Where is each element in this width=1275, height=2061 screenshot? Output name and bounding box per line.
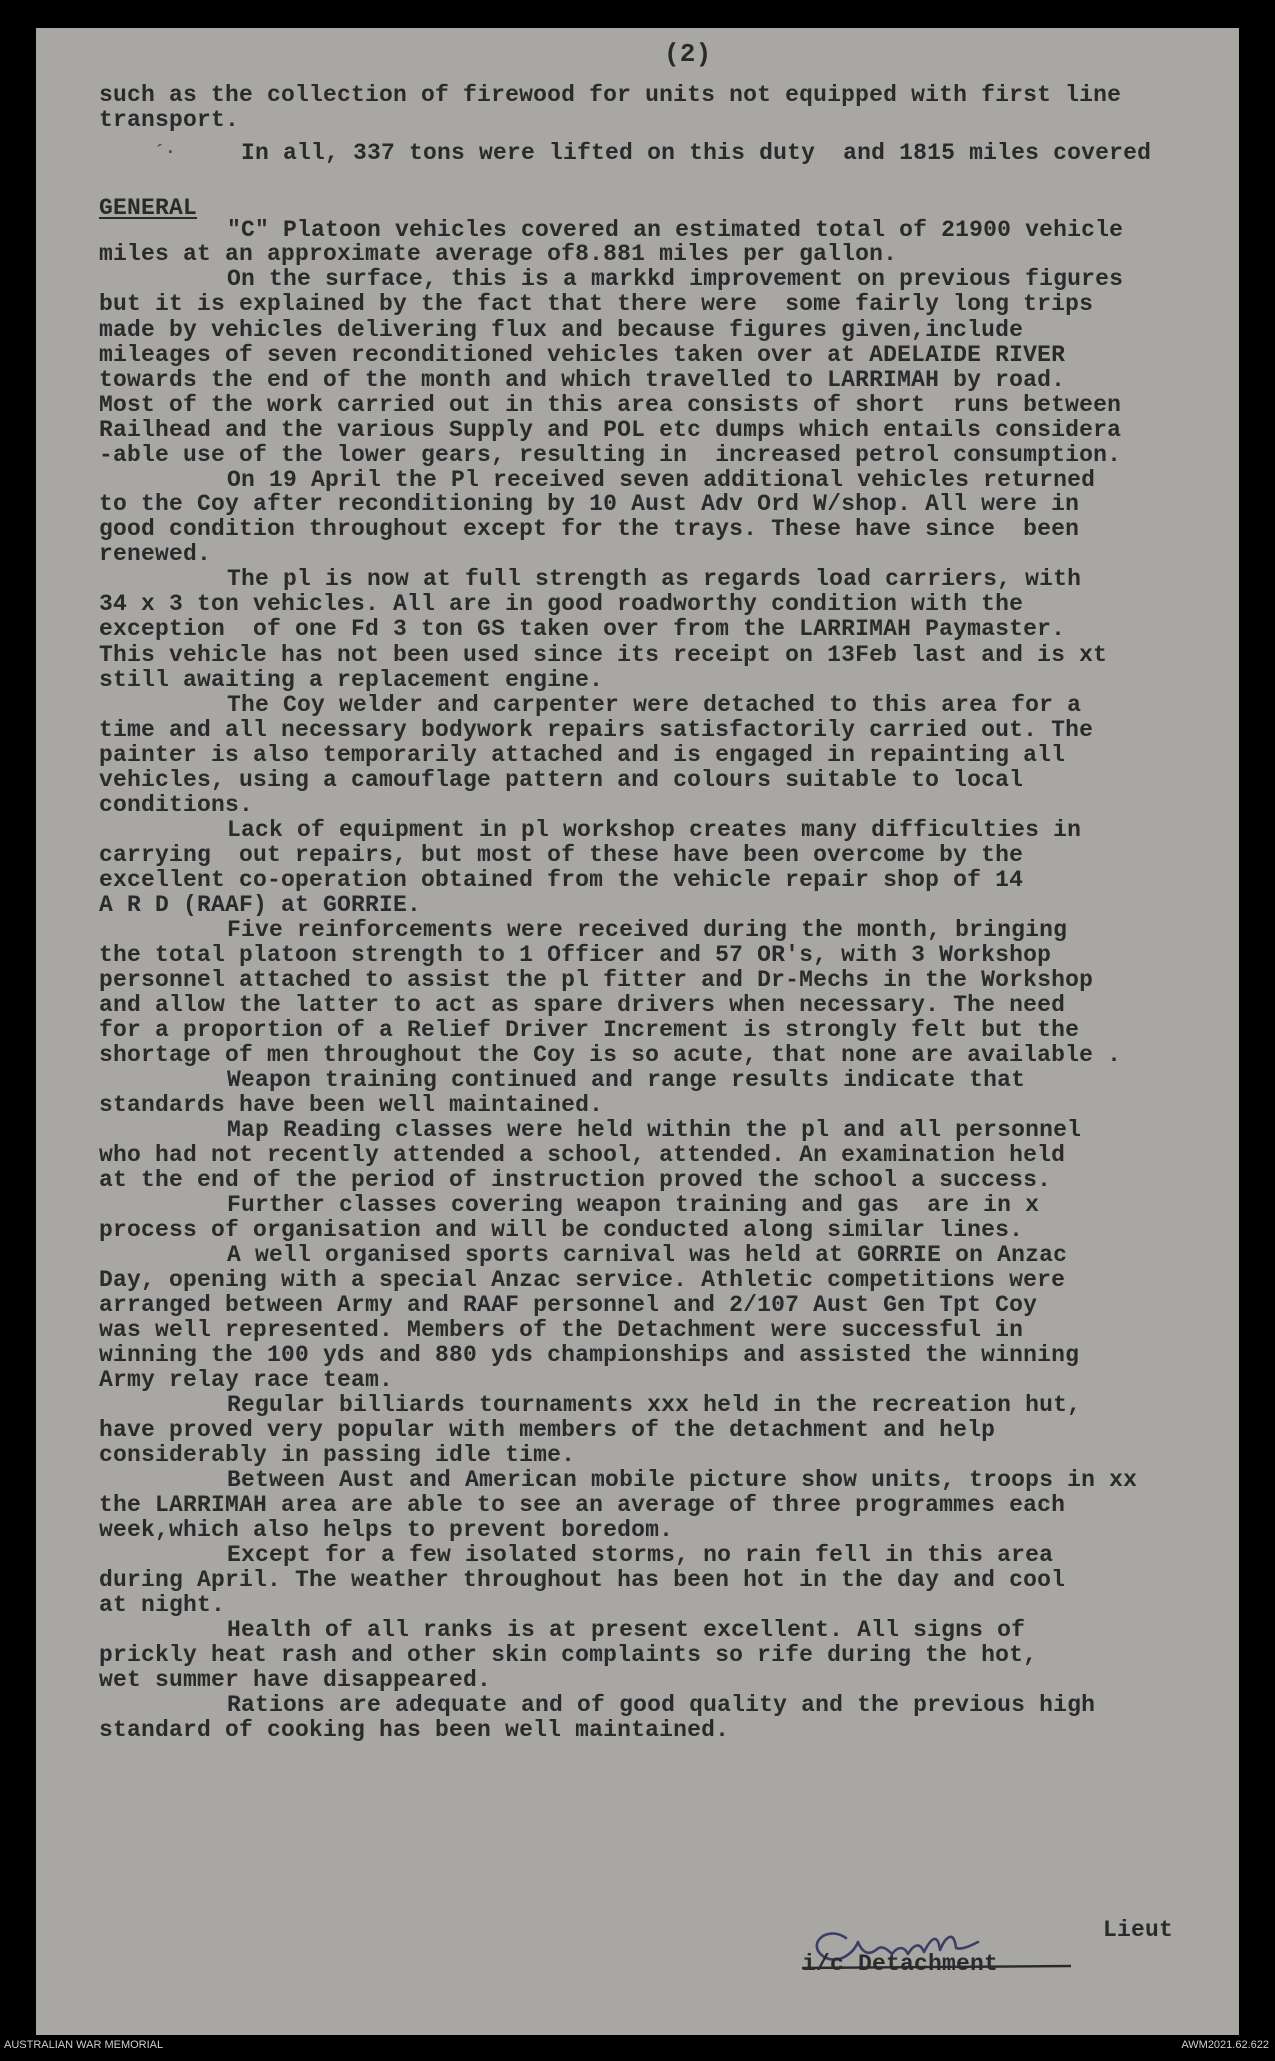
text-line: The pl is now at full strength as regards load carriers, with xyxy=(227,566,1082,592)
text-line: to the Coy after reconditioning by 10 Aust Adv Ord W/shop. All were in xyxy=(99,491,1080,517)
text-line: In all, 337 tons were lifted on this duty and 1815 miles covered xyxy=(241,140,1152,166)
text-line: -able use of the lower gears, resulting in increased petrol consumption. xyxy=(99,442,1122,468)
text-line: Except for a few isolated storms, no rain fell in this area xyxy=(227,1542,1054,1568)
text-line: and allow the latter to act as spare drivers when necessary. The need xyxy=(99,992,1066,1018)
text-line: shortage of men throughout the Coy is so acute, that none are available . xyxy=(99,1042,1122,1068)
text-line: arranged between Army and RAAF personnel and 2/107 Aust Gen Tpt Coy xyxy=(99,1292,1038,1318)
text-line: Five reinforcements were received during the month, bringing xyxy=(227,917,1068,943)
text-line: good condition throughout except for the trays. These have since been xyxy=(99,516,1080,542)
text-line: On the surface, this is a markkd improvement on previous figures xyxy=(227,266,1124,292)
text-line: towards the end of the month and which travelled to LARRIMAH by road. xyxy=(99,367,1066,393)
text-line: Between Aust and American mobile picture show units, troops in xx xyxy=(227,1467,1138,1493)
page-number: (2) xyxy=(664,39,712,69)
text-line: renewed. xyxy=(99,541,212,567)
text-line: exception of one Fd 3 ton GS taken over from the LARRIMAH Paymaster. xyxy=(99,616,1066,642)
text-line: at the end of the period of instruction proved the school a success. xyxy=(99,1167,1052,1193)
text-line: excellent co-operation obtained from the vehicle repair shop of 14 xyxy=(99,867,1024,893)
text-line: wet summer have disappeared. xyxy=(99,1667,492,1693)
stray-mark: ´· xyxy=(154,143,177,163)
text-line: 34 x 3 ton vehicles. All are in good roadworthy condition with the xyxy=(99,591,1024,617)
text-line: Map Reading classes were held within the pl and all personnel xyxy=(227,1117,1082,1143)
text-line: Railhead and the various Supply and POL etc dumps which entails considera xyxy=(99,417,1122,443)
text-line: Lack of equipment in pl workshop creates many difficulties in xyxy=(227,817,1082,843)
text-line: winning the 100 yds and 880 yds championships and assisted the winning xyxy=(99,1342,1080,1368)
text-line: process of organisation and will be conducted along similar lines. xyxy=(99,1217,1024,1243)
typed-report-text xyxy=(36,28,1239,2035)
text-line: considerably in passing idle time. xyxy=(99,1442,576,1468)
text-line: mileages of seven reconditioned vehicles taken over at ADELAIDE RIVER xyxy=(99,342,1066,368)
text-line: still awaiting a replacement engine. xyxy=(99,667,604,693)
text-line: A R D (RAAF) at GORRIE. xyxy=(99,892,422,918)
text-line: Regular billiards tournaments xxx held in the recreation hut, xyxy=(227,1392,1082,1418)
text-line: was well represented. Members of the Detachment were successful in xyxy=(99,1317,1024,1343)
text-line: This vehicle has not been used since its receipt on 13Feb last and is xt xyxy=(99,642,1108,668)
footer-catalogue-number: AWM2021.62.622 xyxy=(1181,2039,1269,2051)
text-line: who had not recently attended a school, attended. An examination held xyxy=(99,1142,1066,1168)
section-heading: GENERAL xyxy=(99,195,198,221)
text-line: the LARRIMAH area are able to see an average of three programmes each xyxy=(99,1492,1066,1518)
text-line: Most of the work carried out in this area consists of short runs between xyxy=(99,392,1122,418)
text-line: carrying out repairs, but most of these have been overcome by the xyxy=(99,842,1024,868)
text-line: made by vehicles delivering flux and because figures given,include xyxy=(99,317,1024,343)
text-line: A well organised sports carnival was held at GORRIE on Anzac xyxy=(227,1242,1068,1268)
text-line: miles at an approximate average of8.881 miles per gallon. xyxy=(99,241,898,267)
text-line: transport. xyxy=(99,107,240,133)
text-line: but it is explained by the fact that there were some fairly long trips xyxy=(99,291,1094,317)
text-line: at night. xyxy=(99,1592,226,1618)
text-line: vehicles, using a camouflage pattern and colours suitable to local xyxy=(99,767,1024,793)
text-line: Health of all ranks is at present excellent. All signs of xyxy=(227,1617,1026,1643)
text-line: such as the collection of firewood for units not equipped with first line xyxy=(99,82,1122,108)
text-line: The Coy welder and carpenter were detached to this area for a xyxy=(227,692,1082,718)
text-line: Rations are adequate and of good quality and the previous high xyxy=(227,1692,1096,1718)
text-line: conditions. xyxy=(99,792,254,818)
text-line: for a proportion of a Relief Driver Increment is strongly felt but the xyxy=(99,1017,1080,1043)
text-line: Army relay race team. xyxy=(99,1367,394,1393)
text-line: standards have been well maintained. xyxy=(99,1092,604,1118)
text-line: the total platoon strength to 1 Officer and 57 OR's, with 3 Workshop xyxy=(99,942,1052,968)
text-line: standard of cooking has been well maintained. xyxy=(99,1717,730,1743)
signatory-role: i/c Detachment xyxy=(802,1951,999,1977)
text-line: On 19 April the Pl received seven additional vehicles returned xyxy=(227,467,1096,493)
text-line: Weapon training continued and range results indicate that xyxy=(227,1067,1026,1093)
text-line: during April. The weather throughout has been hot in the day and cool xyxy=(99,1567,1066,1593)
footer-archive-name: AUSTRALIAN WAR MEMORIAL xyxy=(4,2039,164,2051)
text-line: painter is also temporarily attached and is engaged in repainting all xyxy=(99,742,1066,768)
text-line: prickly heat rash and other skin complaints so rife during the hot, xyxy=(99,1642,1038,1668)
signatory-rank: Lieut xyxy=(1103,1917,1174,1943)
text-line: Further classes covering weapon training and gas are in x xyxy=(227,1192,1040,1218)
text-line: time and all necessary bodywork repairs satisfactorily carried out. The xyxy=(99,717,1094,743)
text-line: "C" Platoon vehicles covered an estimated total of 21900 vehicle xyxy=(227,217,1124,243)
text-line: have proved very popular with members of the detachment and help xyxy=(99,1417,996,1443)
document-page xyxy=(36,28,1239,2035)
text-line: Day, opening with a special Anzac service. Athletic competitions were xyxy=(99,1267,1066,1293)
text-line: week,which also helps to prevent boredom. xyxy=(99,1517,674,1543)
text-line: personnel attached to assist the pl fitter and Dr-Mechs in the Workshop xyxy=(99,967,1094,993)
